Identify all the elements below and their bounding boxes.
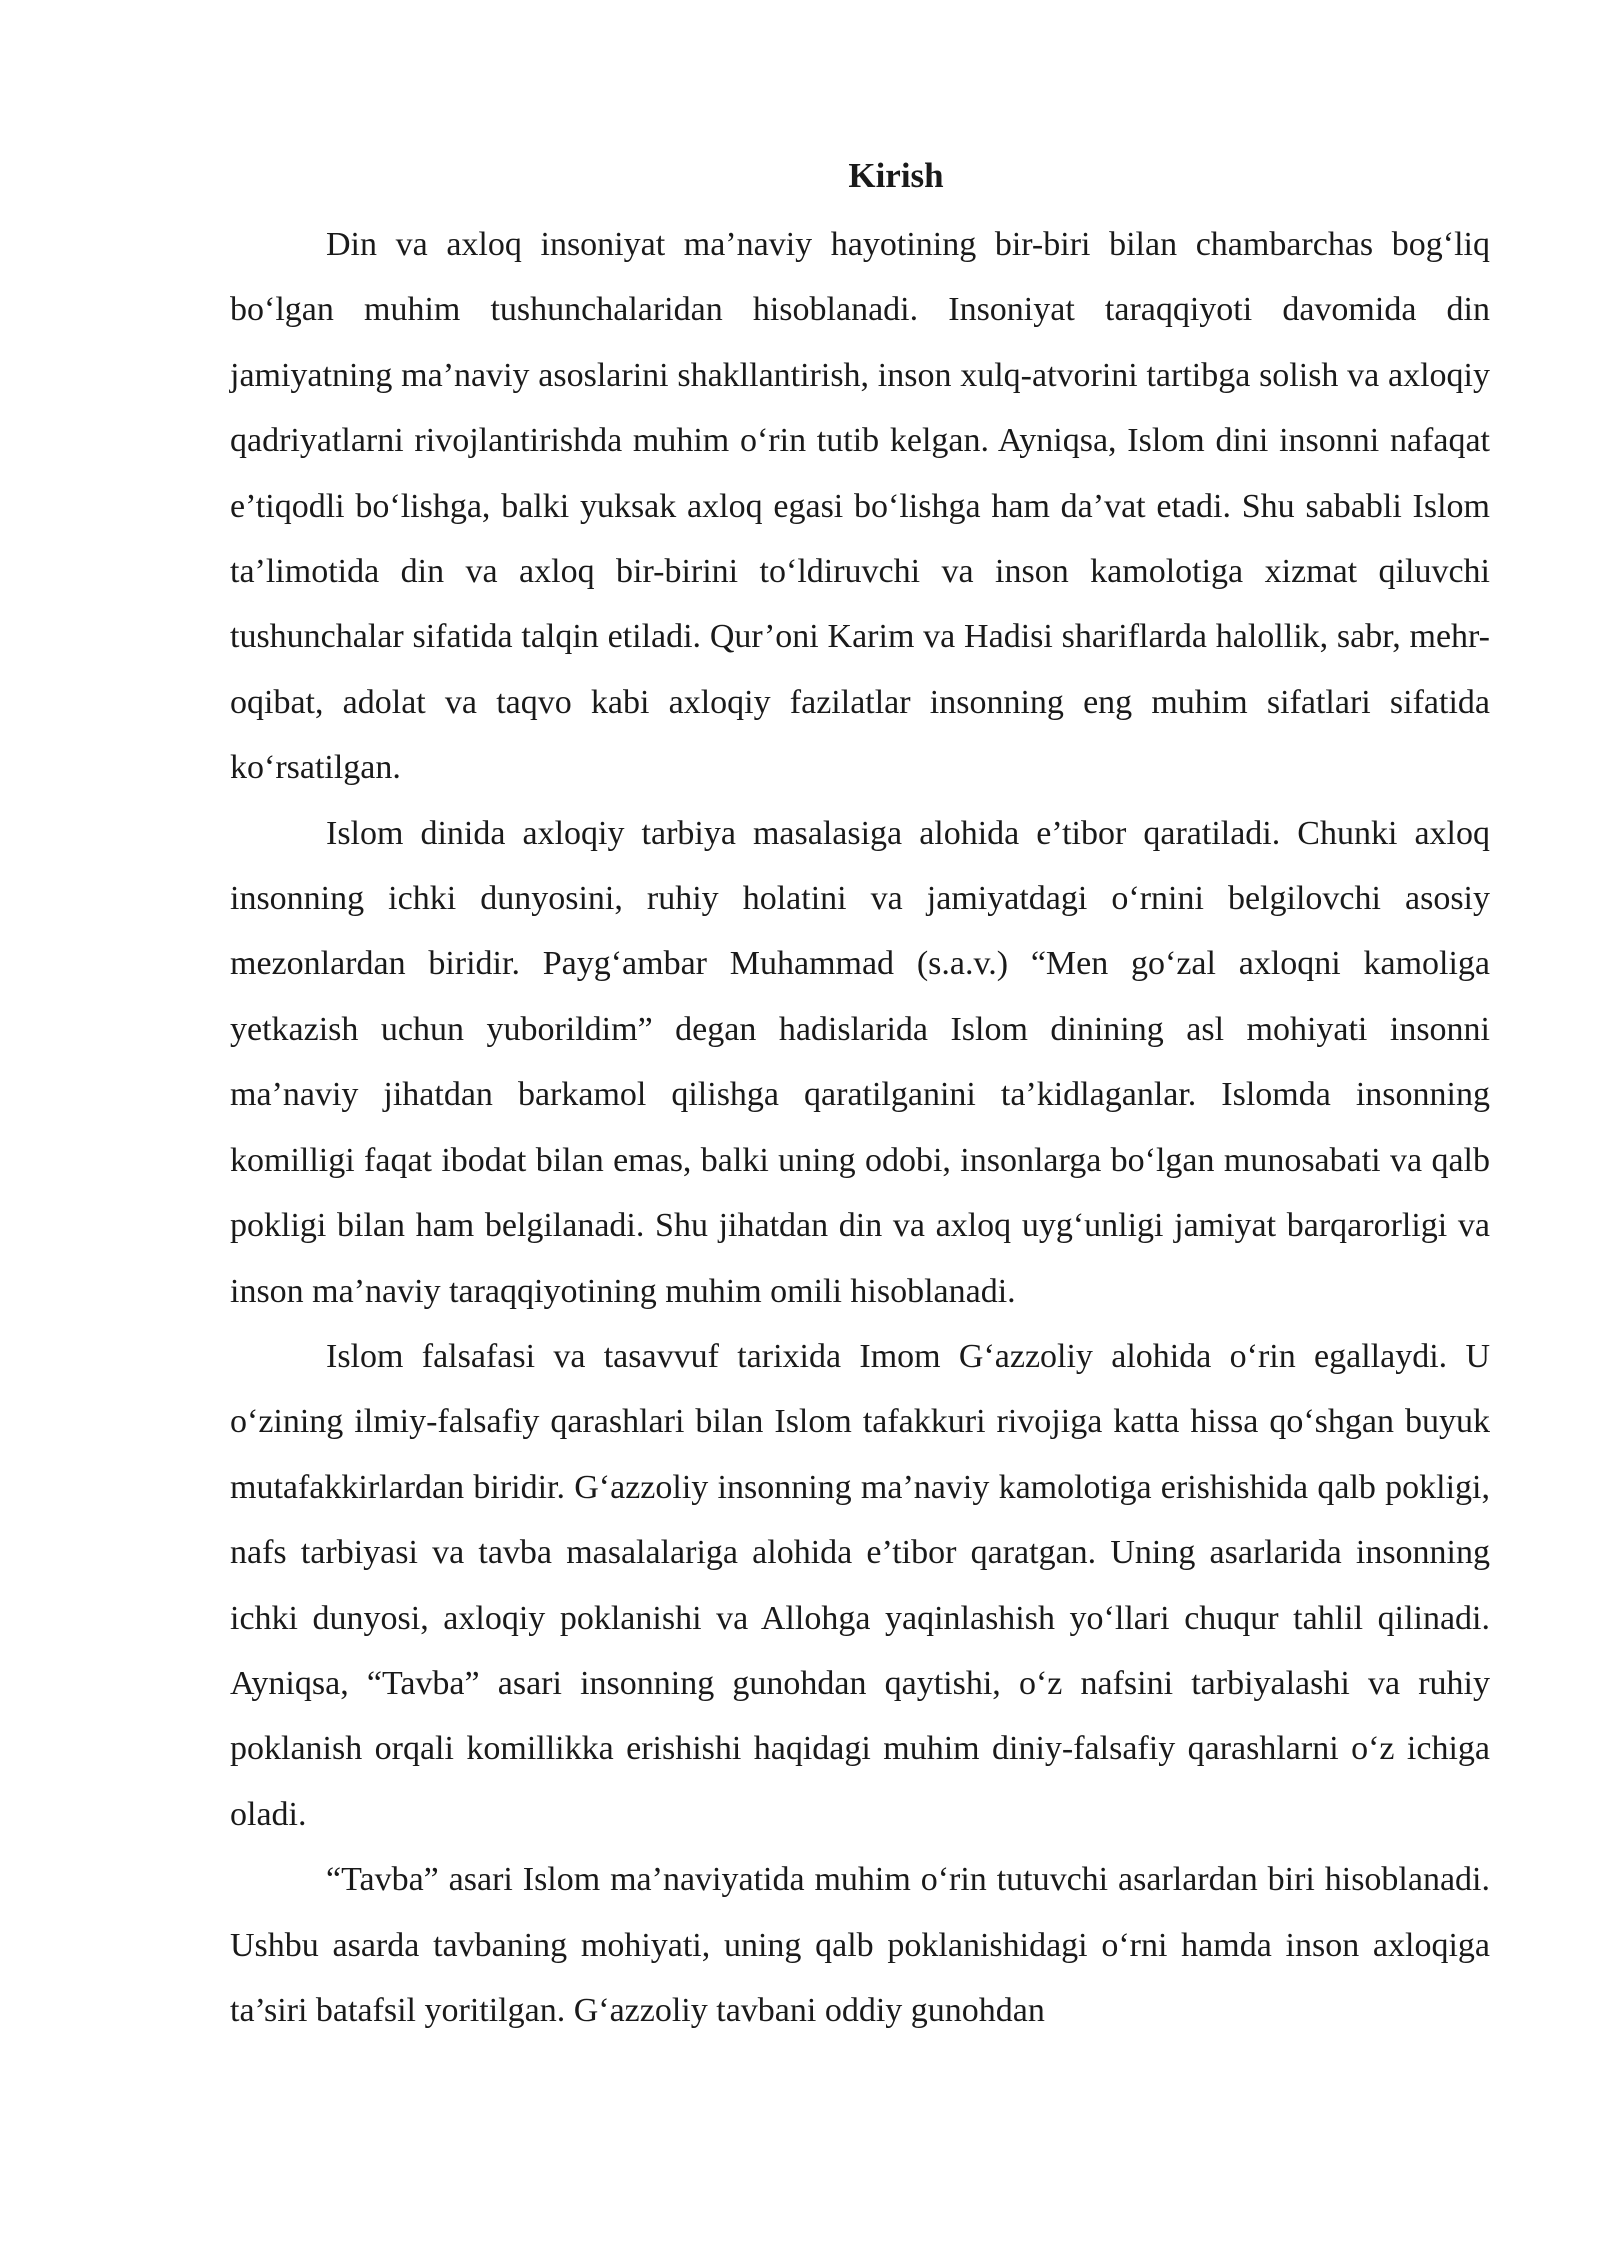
document-body — [230, 148, 1490, 2043]
paragraph: Din va axloq insoniyat ma’naviy hayotining bir-biri bilan chambarchas bog‘liq bo‘lgan muhim tushunchalaridan hisoblanadi. Insoniyat taraqqiyoti davomida din jamiyatning ma’naviy asoslarini shakllantirish, inson xulq-atvorini tartibga solish va axloqiy qadriyatlarni rivojlantirishda muhim o‘rin tutib kelgan. Ayniqsa, Islom dini insonni nafaqat e’tiqodli bo‘lishga, balki yuksak axloq egasi bo‘lishga ham da’vat etadi. Shu sababli Islom ta’limotida din va axloq bir-birini to‘ldiruvchi va inson kamolotiga xizmat qiluvchi tushunchalar sifatida talqin etiladi. Qur’oni Karim va Hadisi shariflarda halollik, sabr, mehr-oqibat, adolat va taqvo kabi axloqiy fazilatlar insonning eng muhim sifatlari sifatida ko‘rsatilgan. — [230, 226, 1490, 787]
paragraph: Islom dinida axloqiy tarbiya masalasiga alohida e’tibor qaratiladi. Chunki axloq insonning ichki dunyosini, ruhiy holatini va jamiyatdagi o‘rnini belgilovchi asosiy mezonlardan biridir. Payg‘ambar Muhammad (s.a.v.) “Men go‘zal axloqni kamoliga yetkazish uchun yuborildim” degan hadislarida Islom dinining asl mohiyati insonni ma’naviy jihatdan barkamol qilishga qaratilganini ta’kidlaganlar. Islomda insonning komilligi faqat ibodat bilan emas, balki uning odobi, insonlarga bo‘lgan munosabati va qalb pokligi bilan ham belgilanadi. Shu jihatdan din va axloq uyg‘unligi jamiyat barqarorligi va inson ma’naviy taraqqiyotining muhim omili hisoblanadi. — [230, 814, 1490, 1310]
page-title: Kirish — [848, 156, 944, 195]
paragraph: Islom falsafasi va tasavvuf tarixida Imom G‘azzoliy alohida o‘rin egallaydi. U o‘zining ilmiy-falsafiy qarashlari bilan Islom tafakkuri rivojiga katta hissa qo‘shgan buyuk mutafakkirlardan biridir. G‘azzoliy insonning ma’naviy kamolotiga erishishida qalb pokligi, nafs tarbiyasi va tavba masalalariga alohida e’tibor qaratgan. Uning asarlarida insonning ichki dunyosi, axloqiy poklanishi va Allohga yaqinlashish yo‘llari chuqur tahlil qilinadi. Ayniqsa, “Tavba” asari insonning gunohdan qaytishi, o‘z nafsini tarbiyalashi va ruhiy poklanish orqali komillikka erishishi haqidagi muhim diniy-falsafiy qarashlarni o‘z ichiga oladi. — [230, 1337, 1490, 1833]
paragraph: “Tavba” asari Islom ma’naviyatida muhim o‘rin tutuvchi asarlardan biri hisoblanadi. Ushbu asarda tavbaning mohiyati, uning qalb poklanishidagi o‘rni hamda inson axloqiga ta’siri batafsil yoritilgan. G‘azzoliy tavbani oddiy gunohdan — [230, 1861, 1490, 2029]
